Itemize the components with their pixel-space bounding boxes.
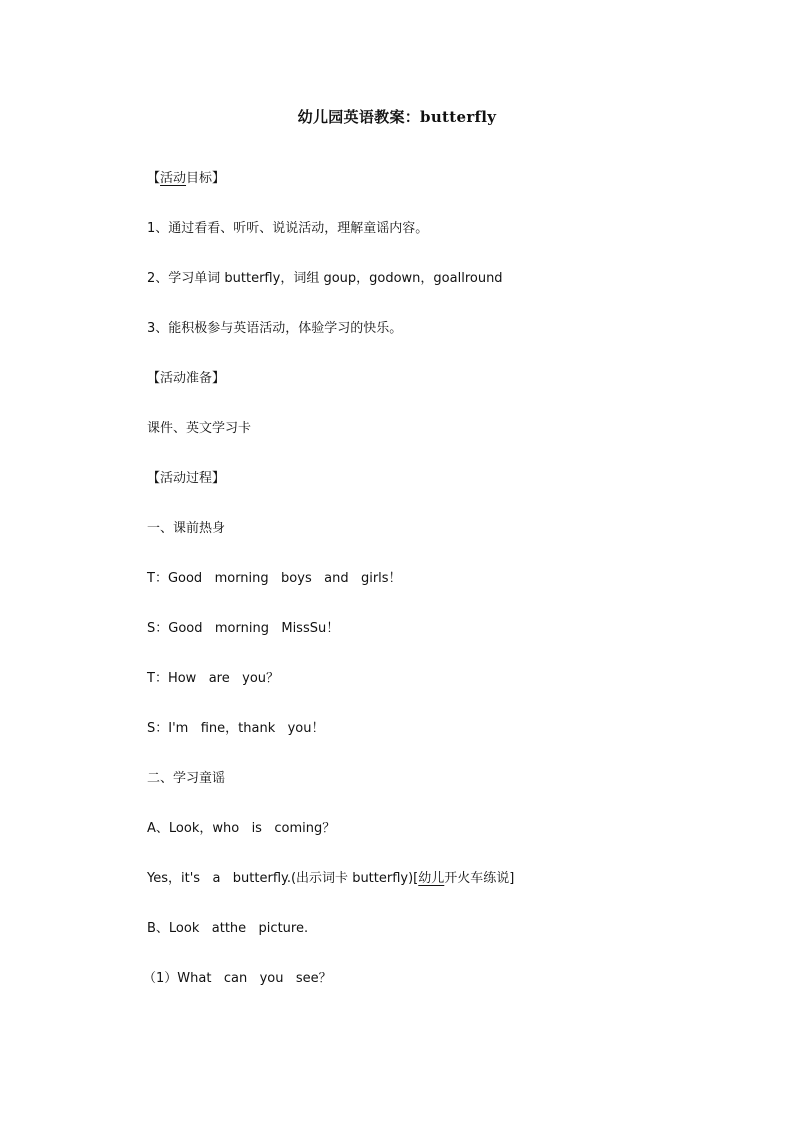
dialogue-line-1: T：Good morning boys and girls！ bbox=[147, 571, 402, 586]
section-heading-preparation: 【活动准备】 bbox=[147, 371, 226, 386]
objective-item-2: 2、学习单词 butterfly，词组 goup，godown，goallround bbox=[147, 271, 503, 286]
section-heading-objectives: 【活动目标】 bbox=[147, 171, 226, 186]
preparation-text: 课件、英文学习卡 bbox=[147, 421, 252, 436]
section-heading-process: 【活动过程】 bbox=[147, 471, 226, 486]
step-a-line: A、Look，who is coming？ bbox=[147, 821, 336, 836]
subheading-learn-rhyme: 二、学习童谣 bbox=[147, 771, 226, 786]
objective-item-3: 3、能积极参与英语活动，体验学习的快乐。 bbox=[147, 321, 403, 336]
dialogue-line-4: S：I'm fine，thank you！ bbox=[147, 721, 325, 736]
step-b-line: B、Look atthe picture. bbox=[147, 921, 309, 936]
dialogue-line-2: S：Good morning MissSu！ bbox=[147, 621, 340, 636]
dialogue-line-3: T：How are you？ bbox=[147, 671, 280, 686]
subheading-warmup: 一、课前热身 bbox=[147, 521, 226, 536]
question-line-1: （1）What can you see？ bbox=[143, 971, 332, 986]
objective-item-1: 1、通过看看、听听、说说活动，理解童谣内容。 bbox=[147, 221, 429, 236]
document-title: 幼儿园英语教案：butterfly bbox=[297, 108, 497, 126]
step-a-response: Yes，it's a butterfly.(出示词卡 butterfly)[幼儿开火车练说] bbox=[147, 871, 515, 886]
